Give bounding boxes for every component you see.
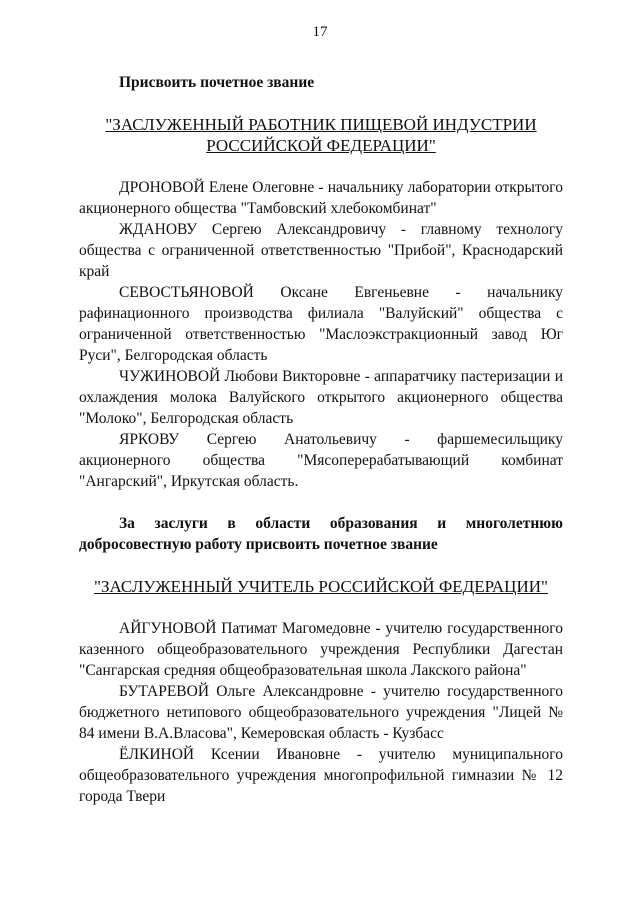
section1-lead: Присвоить почетное звание — [119, 74, 315, 91]
award-entry: ЁЛКИНОЙ Ксении Ивановне - учителю муниципального общеобразовательного учреждения многопрофильной гимназии № 12 города Твери — [79, 746, 563, 805]
section1-title-line2: РОССИЙСКОЙ ФЕДЕРАЦИИ" — [206, 136, 436, 155]
section2-lead: За заслуги в области образования и многолетнюю добросовестную работу присвоить почетное звание — [79, 515, 563, 553]
document-body — [79, 72, 563, 807]
page-number: 17 — [312, 24, 328, 40]
section1-title-line1: "ЗАСЛУЖЕННЫЙ РАБОТНИК ПИЩЕВОЙ ИНДУСТРИИ — [105, 115, 537, 134]
award-entry: ЯРКОВУ Сергею Анатольевичу - фаршемесильщику акционерного общества "Мясоперерабатывающий комбинат "Ангарский", Иркутская область. — [79, 431, 563, 490]
section1-title — [79, 114, 563, 156]
award-entry: ЖДАНОВУ Сергею Александровичу - главному технологу общества с ограниченной ответственностью "Прибой", Краснодарский край — [79, 221, 563, 280]
award-entry: БУТАРЕВОЙ Ольге Александровне - учителю государственного бюджетного нетипового общеобразовательного учреждения "Лицей № 84 имени В.А.Власова", Кемеровская область - Кузбасс — [79, 683, 563, 742]
section2-title: "ЗАСЛУЖЕННЫЙ УЧИТЕЛЬ РОССИЙСКОЙ ФЕДЕРАЦИИ" — [94, 577, 548, 596]
award-entry: ЧУЖИНОВОЙ Любови Викторовне - аппаратчику пастеризации и охлаждения молока Валуйского открытого акционерного общества "Молоко", Белгородская область — [79, 368, 563, 427]
award-entry: СЕВОСТЬЯНОВОЙ Оксане Евгеньевне - начальнику рафинационного производства филиала "Валуйский" общества с ограниченной ответственностью "Маслоэкстракционный завод Юг Руси", Белгородская область — [79, 284, 563, 364]
award-entry: АЙГУНОВОЙ Патимат Магомедовне - учителю государственного казенного общеобразовательного учреждения Республики Дагестан "Сангарская средняя общеобразовательная школа Лакского района" — [79, 620, 563, 679]
award-entry: ДРОНОВОЙ Елене Олеговне - начальнику лаборатории открытого акционерного общества "Тамбовский хлебокомбинат" — [79, 179, 563, 217]
